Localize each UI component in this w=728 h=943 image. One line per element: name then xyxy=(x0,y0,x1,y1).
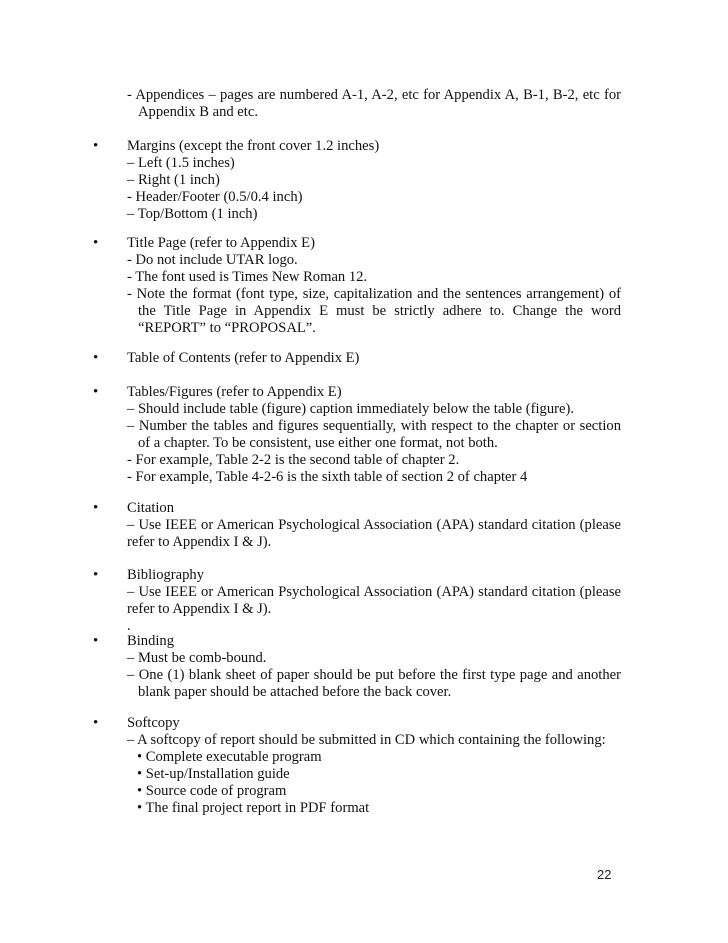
section-margins-body xyxy=(127,138,621,223)
softcopy-item: • Source code of program xyxy=(137,783,287,799)
bibliography-dot: . xyxy=(127,618,131,634)
softcopy-item: • The final project report in PDF format xyxy=(137,800,370,816)
section-toc-body xyxy=(127,350,621,367)
section-binding-body xyxy=(127,633,621,701)
tables-figures-heading: Tables/Figures (refer to Appendix E) xyxy=(127,384,342,400)
tables-figures-item: – Number the tables and figures sequentially, with respect to the chapter or section of a chapter. To be consistent, use either one format, not both. xyxy=(127,418,621,451)
binding-item: – One (1) blank sheet of paper should be put before the first type page and another blank paper should be attached before the back cover. xyxy=(127,667,621,700)
tables-figures-item: - For example, Table 4-2-6 is the sixth table of section 2 of chapter 4 xyxy=(127,469,528,485)
softcopy-item: • Complete executable program xyxy=(137,749,322,765)
softcopy-intro: – A softcopy of report should be submitted in CD which containing the following: xyxy=(127,732,606,748)
title-page-item: - The font used is Times New Roman 12. xyxy=(127,269,368,285)
softcopy-item: • Set-up/Installation guide xyxy=(137,766,290,782)
bullet-tables-figures: • xyxy=(93,384,99,400)
bullet-title-page: • xyxy=(93,235,99,251)
margins-item: – Right (1 inch) xyxy=(127,172,220,188)
bibliography-text: – Use IEEE or American Psychological Association (APA) standard citation (please refer to Appendix I & J). xyxy=(127,584,621,617)
margins-item: – Left (1.5 inches) xyxy=(127,155,235,171)
toc-heading: Table of Contents (refer to Appendix E) xyxy=(127,350,360,366)
bibliography-heading: Bibliography xyxy=(127,567,205,583)
binding-item: – Must be comb-bound. xyxy=(127,650,267,666)
binding-heading: Binding xyxy=(127,633,175,649)
citation-heading: Citation xyxy=(127,500,175,516)
margins-item: – Top/Bottom (1 inch) xyxy=(127,206,258,222)
margins-item: - Header/Footer (0.5/0.4 inch) xyxy=(127,189,303,205)
softcopy-heading: Softcopy xyxy=(127,715,180,731)
bullet-bibliography: • xyxy=(93,567,99,583)
bullet-softcopy: • xyxy=(93,715,99,731)
title-page-item: - Do not include UTAR logo. xyxy=(127,252,298,268)
margins-heading: Margins (except the front cover 1.2 inches) xyxy=(127,138,380,154)
title-page-item: - Note the format (font type, size, capitalization and the sentences arrangement) of the Title Page in Appendix E must be strictly adhere to. Change the word “REPORT” to “PROPOSAL”. xyxy=(127,286,621,336)
tables-figures-item: - For example, Table 2-2 is the second table of chapter 2. xyxy=(127,452,460,468)
appendices-note xyxy=(127,87,621,121)
citation-text: – Use IEEE or American Psychological Association (APA) standard citation (please refer to Appendix I & J). xyxy=(127,517,621,550)
section-tables-figures-body xyxy=(127,384,621,486)
bullet-binding: • xyxy=(93,633,99,649)
section-title-page-body xyxy=(127,235,621,337)
bullet-citation: • xyxy=(93,500,99,516)
section-softcopy-body xyxy=(127,715,621,817)
tables-figures-item: – Should include table (figure) caption immediately below the table (figure). xyxy=(127,401,574,417)
page-number: 22 xyxy=(597,867,612,882)
bullet-toc: • xyxy=(93,350,99,366)
title-page-heading: Title Page (refer to Appendix E) xyxy=(127,235,315,251)
section-citation-body xyxy=(127,500,621,551)
bullet-margins: • xyxy=(93,138,99,154)
section-bibliography-body xyxy=(127,567,621,635)
appendices-line: - Appendices – pages are numbered A-1, A-2, etc for Appendix A, B-1, B-2, etc for Appendix B and etc. xyxy=(127,87,621,120)
